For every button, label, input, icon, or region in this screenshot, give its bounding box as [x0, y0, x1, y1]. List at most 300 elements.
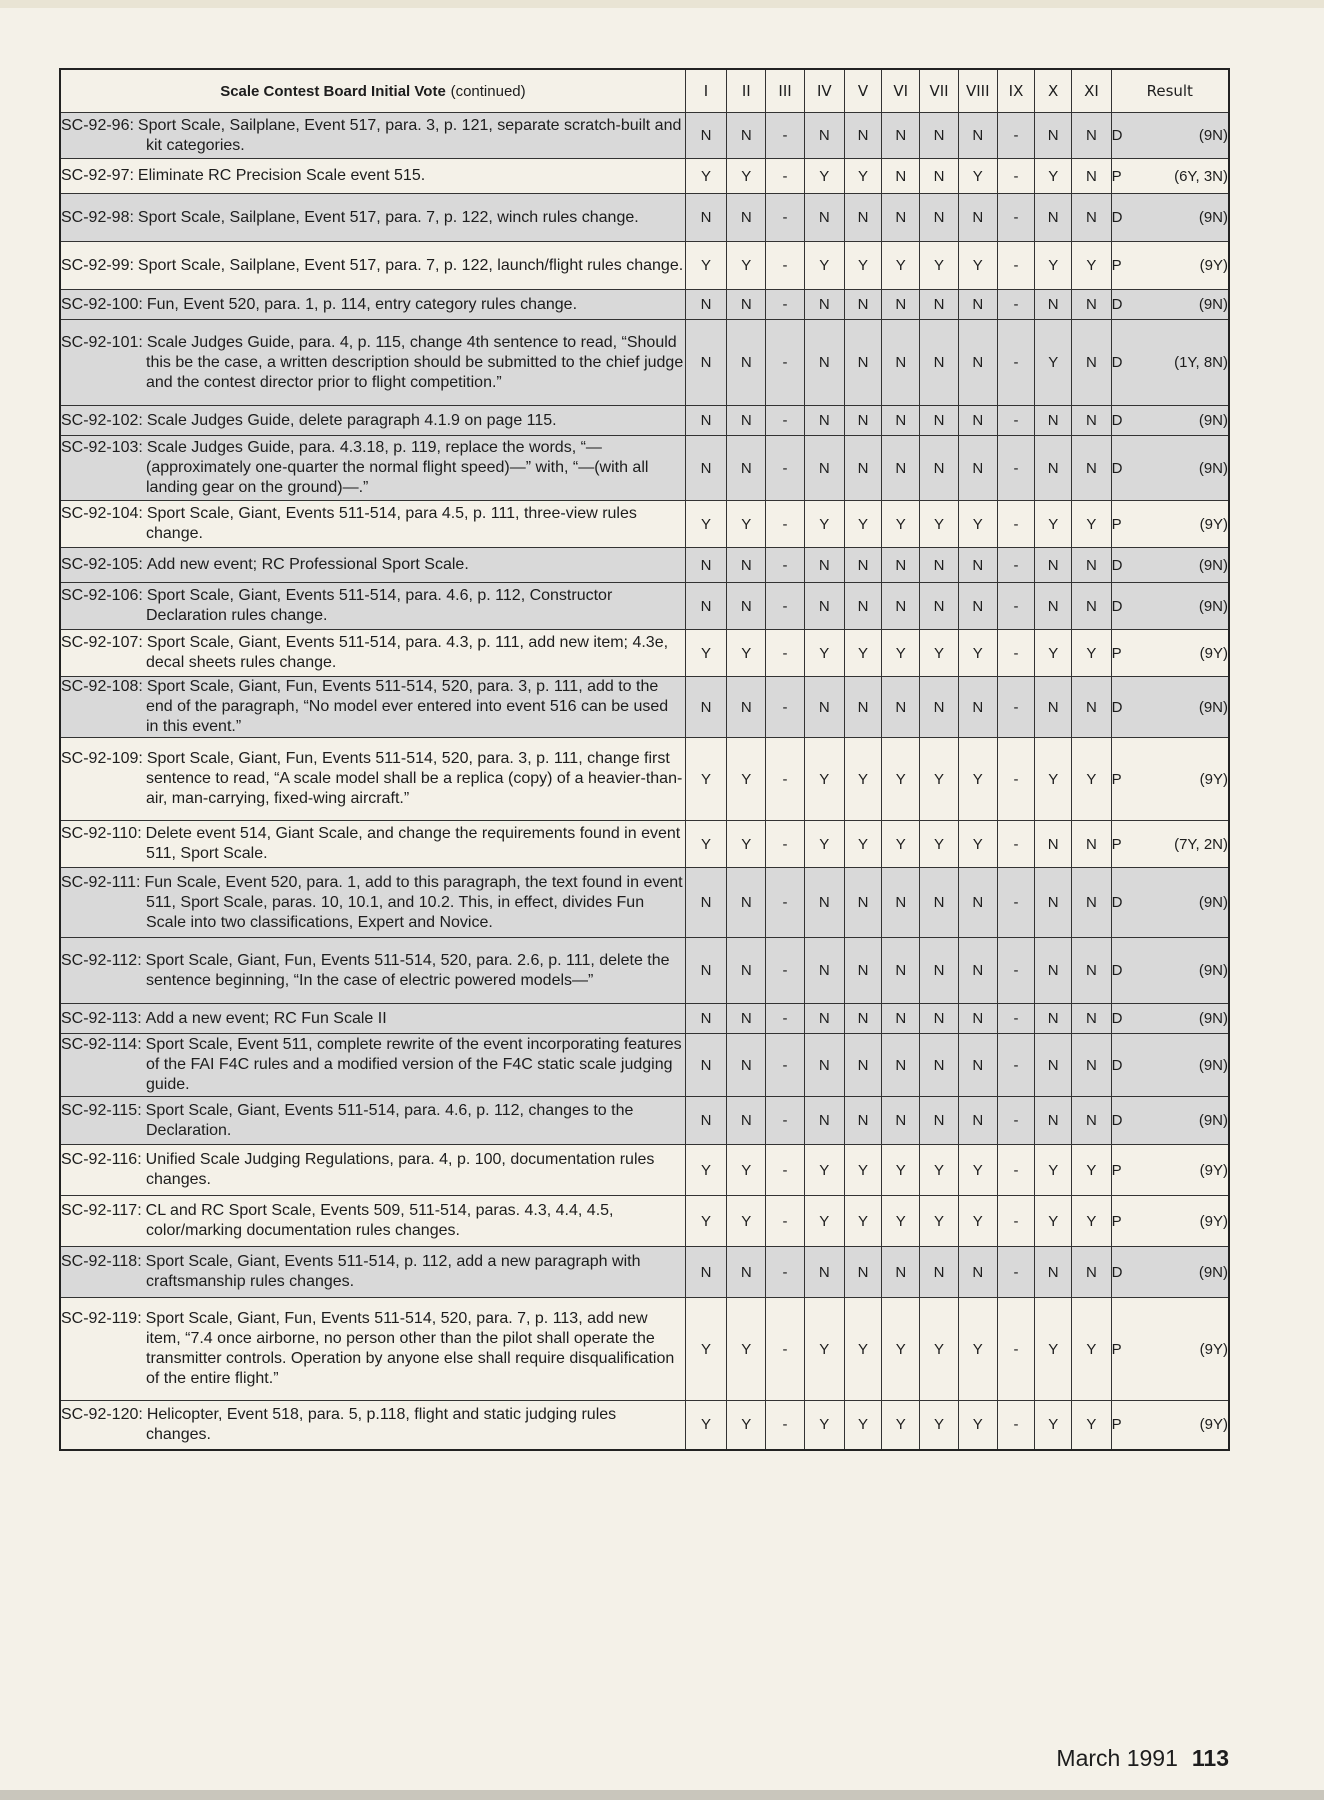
- result-tally: (9Y): [1199, 1340, 1228, 1358]
- vote-cell: N: [727, 1004, 766, 1034]
- vote-cell: Y: [958, 738, 997, 821]
- vote-cell: Y: [727, 1298, 766, 1401]
- vote-cell: N: [1035, 1004, 1072, 1034]
- result-tally: (1Y, 8N): [1174, 354, 1228, 371]
- vote-cell: N: [804, 1004, 844, 1034]
- vote-cell: -: [766, 548, 804, 583]
- proposal-text: Scale Judges Guide, para. 4, p. 115, change 4th sentence to read, “Should this be the case, a written description should be submitted to the chief judge and the contest director prior to flight competition.”: [146, 333, 684, 391]
- vote-cell: -: [766, 242, 804, 290]
- vote-cell: Y: [685, 821, 726, 868]
- vote-cell: Y: [685, 738, 726, 821]
- table-row: [60, 1196, 1229, 1247]
- vote-cell: N: [882, 113, 920, 159]
- vote-cell: Y: [1035, 1298, 1072, 1401]
- vote-cell: N: [958, 677, 997, 738]
- page-edge: [0, 1790, 1324, 1800]
- vote-cell: N: [920, 406, 958, 436]
- table-row: [60, 1298, 1229, 1401]
- vote-cell: N: [1035, 1247, 1072, 1298]
- proposal-code: SC-92-118:: [61, 1253, 142, 1270]
- proposal-description: [60, 548, 685, 583]
- result-cell: [1111, 320, 1229, 406]
- vote-cell: N: [727, 290, 766, 320]
- vote-cell: -: [997, 1247, 1034, 1298]
- vote-cell: -: [997, 1145, 1034, 1196]
- vote-cell: -: [766, 938, 804, 1004]
- vote-cell: N: [920, 583, 958, 630]
- result-tally: (9N): [1198, 1112, 1228, 1129]
- vote-cell: N: [844, 436, 881, 501]
- result-code: P: [1111, 257, 1122, 274]
- vote-cell: N: [727, 194, 766, 242]
- result-code: D: [1111, 962, 1123, 979]
- vote-cell: N: [685, 1097, 726, 1145]
- table-row: [60, 436, 1229, 501]
- vote-cell: N: [958, 1004, 997, 1034]
- vote-cell: -: [997, 242, 1034, 290]
- result-code: D: [1111, 556, 1123, 574]
- vote-cell: N: [882, 1247, 920, 1298]
- vote-cell: N: [727, 1247, 766, 1298]
- proposal-code: SC-92-112:: [61, 951, 142, 969]
- proposal-description: [60, 821, 685, 868]
- result-cell: [1111, 1145, 1229, 1196]
- vote-cell: Y: [804, 1401, 844, 1450]
- proposal-description: [60, 159, 685, 194]
- vote-cell: N: [727, 938, 766, 1004]
- vote-cell: N: [1035, 1034, 1072, 1097]
- vote-cell: N: [958, 548, 997, 583]
- vote-cell: N: [1035, 548, 1072, 583]
- vote-cell: Y: [882, 501, 920, 548]
- table-row: [60, 1034, 1229, 1097]
- proposal-text: Sport Scale, Giant, Events 511-514, para. 4.3, p. 111, add new item; 4.3e, decal sheets rules change.: [146, 634, 669, 671]
- vote-cell: -: [997, 548, 1034, 583]
- vote-cell: N: [1072, 320, 1111, 406]
- result-code: P: [1111, 1340, 1122, 1358]
- vote-cell: -: [997, 583, 1034, 630]
- column-header: XI: [1072, 69, 1111, 113]
- result-cell: [1111, 406, 1229, 436]
- proposal-text: Eliminate RC Precision Scale event 515.: [137, 167, 426, 184]
- vote-cell: Y: [844, 1401, 881, 1450]
- result-code: D: [1111, 127, 1123, 144]
- proposal-code: SC-92-111:: [61, 873, 141, 891]
- vote-cell: -: [997, 501, 1034, 548]
- vote-cell: -: [766, 1401, 804, 1450]
- page-number: 113: [1191, 1745, 1229, 1771]
- table-row: [60, 320, 1229, 406]
- column-header: VI: [882, 69, 920, 113]
- result-tally: (9N): [1198, 1010, 1228, 1027]
- vote-cell: N: [804, 1247, 844, 1298]
- vote-cell: -: [997, 436, 1034, 501]
- result-cell: [1111, 677, 1229, 738]
- vote-cell: N: [920, 1034, 958, 1097]
- vote-cell: Y: [1035, 159, 1072, 194]
- vote-cell: Y: [1035, 501, 1072, 548]
- result-cell: [1111, 1247, 1229, 1298]
- vote-cell: Y: [844, 159, 881, 194]
- proposal-code: SC-92-104:: [61, 505, 143, 522]
- proposal-text: Fun, Event 520, para. 1, p. 114, entry category rules change.: [146, 295, 578, 313]
- vote-cell: Y: [685, 1401, 726, 1450]
- vote-cell: -: [766, 677, 804, 738]
- vote-cell: Y: [920, 1196, 958, 1247]
- vote-cell: Y: [804, 1145, 844, 1196]
- result-cell: [1111, 738, 1229, 821]
- vote-cell: Y: [844, 1298, 881, 1401]
- vote-cell: Y: [844, 630, 881, 677]
- vote-cell: -: [766, 1034, 804, 1097]
- vote-cell: Y: [958, 1401, 997, 1450]
- table-row: [60, 548, 1229, 583]
- vote-cell: N: [685, 1034, 726, 1097]
- vote-cell: Y: [920, 630, 958, 677]
- vote-cell: Y: [882, 1145, 920, 1196]
- vote-cell: N: [1072, 821, 1111, 868]
- vote-cell: Y: [920, 821, 958, 868]
- result-code: P: [1111, 1161, 1122, 1179]
- result-cell: [1111, 548, 1229, 583]
- vote-cell: N: [727, 868, 766, 938]
- vote-cell: N: [958, 436, 997, 501]
- result-code: D: [1111, 354, 1123, 371]
- proposal-text: Sport Scale, Giant, Events 511-514, para. 4.6, p. 112, Constructor Declaration rules change.: [146, 587, 613, 624]
- vote-cell: N: [844, 406, 881, 436]
- vote-cell: -: [997, 738, 1034, 821]
- vote-cell: N: [804, 938, 844, 1004]
- result-code: D: [1111, 894, 1123, 911]
- result-code: P: [1111, 167, 1122, 185]
- vote-cell: N: [958, 406, 997, 436]
- vote-cell: Y: [844, 1196, 881, 1247]
- vote-cell: Y: [1072, 1298, 1111, 1401]
- vote-cell: Y: [958, 821, 997, 868]
- result-tally: (9Y): [1199, 257, 1228, 274]
- vote-cell: Y: [958, 1298, 997, 1401]
- proposal-text: Sport Scale, Sailplane, Event 517, para. 3, p. 121, separate scratch-built and kit categories.: [137, 116, 682, 154]
- proposal-text: Scale Judges Guide, para. 4.3.18, p. 119, replace the words, “—(approximately one-quarter the normal flight speed)—” with, “—(with all landing gear on the ground)—.”: [146, 439, 649, 496]
- vote-cell: N: [882, 406, 920, 436]
- vote-cell: Y: [1072, 738, 1111, 821]
- vote-cell: Y: [804, 501, 844, 548]
- table-row: [60, 1004, 1229, 1034]
- vote-cell: -: [766, 1145, 804, 1196]
- vote-cell: Y: [958, 159, 997, 194]
- proposal-description: [60, 501, 685, 548]
- proposal-text: Sport Scale, Sailplane, Event 517, para. 7, p. 122, winch rules change.: [137, 208, 639, 226]
- vote-cell: -: [997, 1401, 1034, 1450]
- vote-cell: -: [997, 159, 1034, 194]
- vote-cell: N: [1035, 677, 1072, 738]
- vote-cell: N: [1035, 938, 1072, 1004]
- vote-cell: N: [882, 290, 920, 320]
- vote-cell: N: [1035, 868, 1072, 938]
- vote-cell: N: [920, 436, 958, 501]
- vote-cell: N: [1035, 113, 1072, 159]
- result-cell: [1111, 938, 1229, 1004]
- proposal-text: Unified Scale Judging Regulations, para. 4, p. 100, documentation rules changes.: [145, 1151, 655, 1188]
- vote-cell: Y: [804, 821, 844, 868]
- vote-cell: N: [804, 320, 844, 406]
- vote-cell: Y: [685, 630, 726, 677]
- proposal-code: SC-92-101:: [61, 333, 143, 351]
- vote-cell: N: [804, 1034, 844, 1097]
- vote-cell: N: [685, 290, 726, 320]
- vote-cell: N: [958, 194, 997, 242]
- result-tally: (9N): [1198, 962, 1228, 979]
- vote-cell: N: [844, 868, 881, 938]
- proposal-code: SC-92-98:: [61, 208, 134, 226]
- vote-cell: N: [685, 436, 726, 501]
- vote-cell: -: [997, 630, 1034, 677]
- vote-cell: N: [1035, 290, 1072, 320]
- proposal-text: CL and RC Sport Scale, Events 509, 511-514, paras. 4.3, 4.4, 4.5, color/marking documentation rules changes.: [145, 1202, 614, 1239]
- vote-cell: Y: [844, 501, 881, 548]
- proposal-text: Sport Scale, Giant, Fun, Events 511-514, 520, para. 2.6, p. 111, delete the sentence beginning, “In the case of electric powered models—”: [145, 951, 670, 989]
- vote-cell: N: [727, 436, 766, 501]
- proposal-description: [60, 1004, 685, 1034]
- proposal-code: SC-92-103:: [61, 439, 143, 456]
- vote-cell: N: [685, 868, 726, 938]
- vote-cell: N: [920, 194, 958, 242]
- vote-cell: N: [727, 583, 766, 630]
- vote-cell: N: [1072, 583, 1111, 630]
- vote-cell: N: [1035, 194, 1072, 242]
- vote-cell: -: [997, 1298, 1034, 1401]
- table-row: [60, 1097, 1229, 1145]
- result-cell: [1111, 1196, 1229, 1247]
- proposal-code: SC-92-115:: [61, 1101, 142, 1119]
- vote-cell: N: [920, 290, 958, 320]
- proposal-code: SC-92-100:: [61, 295, 143, 313]
- vote-cell: -: [997, 290, 1034, 320]
- result-cell: [1111, 1298, 1229, 1401]
- vote-cell: N: [1072, 290, 1111, 320]
- proposal-code: SC-92-97:: [61, 167, 134, 184]
- proposal-text: Sport Scale, Giant, Events 511-514, p. 112, add a new paragraph with craftsmanship rules changes.: [145, 1253, 641, 1290]
- column-header: II: [727, 69, 766, 113]
- result-tally: (9N): [1198, 1056, 1228, 1074]
- table-row: [60, 938, 1229, 1004]
- result-tally: (9N): [1198, 127, 1228, 144]
- vote-cell: N: [804, 548, 844, 583]
- vote-cell: N: [727, 113, 766, 159]
- result-code: D: [1111, 209, 1123, 226]
- vote-cell: N: [1035, 821, 1072, 868]
- result-code: P: [1111, 1212, 1122, 1230]
- proposal-description: [60, 242, 685, 290]
- table-row: [60, 242, 1229, 290]
- issue-date: March 1991: [1056, 1745, 1178, 1771]
- proposal-description: [60, 630, 685, 677]
- column-header: X: [1035, 69, 1072, 113]
- vote-cell: N: [920, 938, 958, 1004]
- table-row: [60, 501, 1229, 548]
- result-cell: [1111, 194, 1229, 242]
- vote-cell: Y: [685, 159, 726, 194]
- vote-cell: Y: [685, 1298, 726, 1401]
- proposal-text: Sport Scale, Sailplane, Event 517, para. 7, p. 122, launch/flight rules change.: [137, 256, 684, 274]
- result-tally: (9N): [1198, 1263, 1228, 1281]
- vote-cell: N: [1072, 1004, 1111, 1034]
- column-header: I: [685, 69, 726, 113]
- result-code: D: [1111, 597, 1123, 615]
- table-row: [60, 868, 1229, 938]
- vote-cell: Y: [727, 1401, 766, 1450]
- vote-cell: Y: [727, 1145, 766, 1196]
- vote-cell: N: [844, 548, 881, 583]
- column-header: VII: [920, 69, 958, 113]
- table-row: [60, 113, 1229, 159]
- result-code: D: [1111, 1056, 1123, 1074]
- proposal-text: Scale Judges Guide, delete paragraph 4.1.9 on page 115.: [146, 411, 557, 429]
- vote-cell: Y: [958, 242, 997, 290]
- vote-cell: N: [1072, 548, 1111, 583]
- vote-cell: N: [1072, 1034, 1111, 1097]
- proposal-description: [60, 1097, 685, 1145]
- vote-cell: -: [766, 113, 804, 159]
- vote-cell: Y: [882, 630, 920, 677]
- proposal-code: SC-92-105:: [61, 556, 143, 573]
- vote-cell: Y: [1035, 1196, 1072, 1247]
- vote-cell: Y: [1072, 1401, 1111, 1450]
- vote-cell: -: [766, 1247, 804, 1298]
- vote-cell: N: [685, 113, 726, 159]
- vote-cell: -: [997, 1034, 1034, 1097]
- vote-cell: Y: [804, 1298, 844, 1401]
- vote-cell: -: [997, 194, 1034, 242]
- proposal-description: [60, 938, 685, 1004]
- result-code: D: [1111, 412, 1123, 429]
- vote-cell: Y: [920, 1298, 958, 1401]
- vote-cell: -: [997, 677, 1034, 738]
- vote-cell: Y: [882, 1401, 920, 1450]
- vote-cell: Y: [882, 1298, 920, 1401]
- result-tally: (9N): [1198, 412, 1228, 429]
- vote-cell: N: [844, 1097, 881, 1145]
- proposal-text: Sport Scale, Giant, Events 511-514, para. 4.6, p. 112, changes to the Declaration.: [145, 1101, 634, 1139]
- result-code: D: [1111, 1263, 1123, 1281]
- vote-cell: N: [804, 406, 844, 436]
- vote-cell: Y: [685, 1196, 726, 1247]
- proposal-code: SC-92-108:: [61, 678, 143, 695]
- vote-cell: N: [882, 320, 920, 406]
- table-row: [60, 159, 1229, 194]
- vote-cell: Y: [920, 1401, 958, 1450]
- result-tally: (9Y): [1199, 1212, 1228, 1230]
- vote-cell: -: [766, 1196, 804, 1247]
- vote-cell: Y: [685, 1145, 726, 1196]
- vote-cell: -: [997, 1004, 1034, 1034]
- table-row: [60, 583, 1229, 630]
- proposal-description: [60, 1247, 685, 1298]
- result-code: D: [1111, 459, 1123, 477]
- result-cell: [1111, 1034, 1229, 1097]
- vote-cell: N: [882, 1097, 920, 1145]
- proposal-description: [60, 290, 685, 320]
- result-cell: [1111, 501, 1229, 548]
- vote-cell: -: [766, 821, 804, 868]
- vote-cell: N: [958, 938, 997, 1004]
- vote-cell: N: [1072, 677, 1111, 738]
- proposal-text: Add a new event; RC Fun Scale II: [145, 1009, 387, 1027]
- vote-cell: N: [844, 113, 881, 159]
- vote-cell: N: [727, 1034, 766, 1097]
- result-code: P: [1111, 515, 1122, 533]
- result-tally: (9Y): [1199, 770, 1228, 788]
- table-row: [60, 1145, 1229, 1196]
- vote-cell: Y: [804, 1196, 844, 1247]
- proposal-text: Sport Scale, Giant, Fun, Events 511-514, 520, para. 7, p. 113, add new item, “7.4 once airborne, no person other than the pilot shall operate the transmitter controls. Operation by anyone else shall require disqualification of the entire flight.”: [145, 1310, 675, 1387]
- result-code: P: [1111, 1416, 1122, 1434]
- result-tally: (9N): [1198, 597, 1228, 615]
- vote-cell: Y: [844, 242, 881, 290]
- proposal-description: [60, 1401, 685, 1450]
- table-row: [60, 677, 1229, 738]
- vote-cell: N: [804, 194, 844, 242]
- vote-cell: N: [1072, 436, 1111, 501]
- vote-cell: N: [920, 113, 958, 159]
- vote-cell: N: [685, 938, 726, 1004]
- result-tally: (9Y): [1199, 1161, 1228, 1179]
- vote-cell: Y: [920, 242, 958, 290]
- vote-cell: -: [766, 1097, 804, 1145]
- vote-cell: N: [958, 1097, 997, 1145]
- proposal-code: SC-92-106:: [61, 587, 143, 604]
- vote-cell: N: [685, 583, 726, 630]
- vote-cell: N: [920, 1247, 958, 1298]
- column-header: IX: [997, 69, 1034, 113]
- vote-cell: -: [997, 113, 1034, 159]
- vote-cell: N: [804, 290, 844, 320]
- vote-cell: N: [920, 159, 958, 194]
- result-tally: (9N): [1198, 894, 1228, 911]
- vote-cell: N: [844, 290, 881, 320]
- result-header: Result: [1111, 69, 1229, 113]
- vote-cell: Y: [1072, 242, 1111, 290]
- vote-cell: Y: [685, 242, 726, 290]
- proposal-description: [60, 320, 685, 406]
- vote-cell: Y: [1035, 320, 1072, 406]
- vote-cell: N: [844, 1247, 881, 1298]
- vote-cell: -: [997, 406, 1034, 436]
- proposal-code: SC-92-110:: [61, 825, 142, 842]
- result-cell: [1111, 821, 1229, 868]
- vote-cell: Y: [727, 501, 766, 548]
- vote-cell: N: [920, 548, 958, 583]
- vote-cell: N: [685, 677, 726, 738]
- vote-cell: -: [997, 1196, 1034, 1247]
- vote-cell: N: [1072, 1247, 1111, 1298]
- proposal-text: Sport Scale, Event 511, complete rewrite of the event incorporating features of the FAI F4C rules and a modified version of the F4C static scale judging guide.: [145, 1036, 682, 1093]
- proposal-code: SC-92-109:: [61, 750, 143, 767]
- proposal-text: Helicopter, Event 518, para. 5, p.118, flight and static judging rules changes.: [146, 1405, 617, 1443]
- proposal-code: SC-92-113:: [61, 1009, 142, 1027]
- table-row: [60, 630, 1229, 677]
- vote-cell: N: [727, 677, 766, 738]
- table-row: [60, 406, 1229, 436]
- vote-cell: -: [766, 320, 804, 406]
- vote-cell: Y: [958, 630, 997, 677]
- proposal-code: SC-92-114:: [61, 1036, 142, 1053]
- vote-cell: N: [685, 548, 726, 583]
- vote-cell: Y: [1072, 501, 1111, 548]
- result-cell: [1111, 290, 1229, 320]
- result-tally: (7Y, 2N): [1174, 835, 1228, 853]
- vote-cell: -: [997, 868, 1034, 938]
